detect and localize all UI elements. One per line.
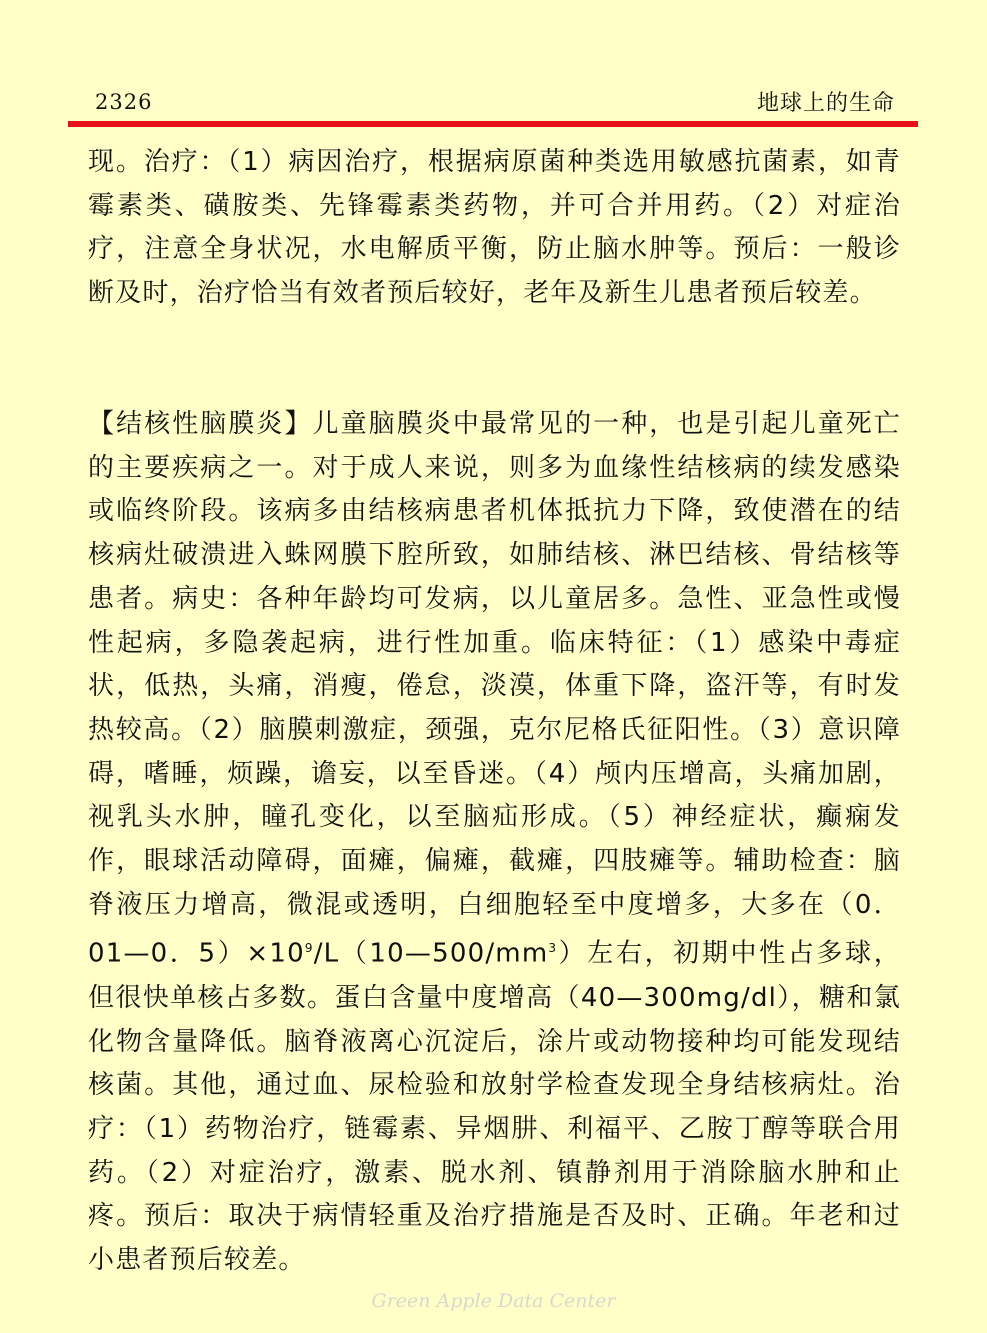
paragraph-text-part: 儿童脑膜炎中最常见的一种，也是引起儿童死亡的主要疾病之一。对于成人来说，则多为血缘性结核病的续发感染或临终阶段。该病多由结核病患者机体抵抗力下降，致使潜在的结核病灶破溃进入蛛网膜下腔所致，如肺结核、淋巴结核、骨结核等患者。病史：各种年龄均可发病，以儿童居多。急性、亚急性或慢性起病，多隐袭起病，进行性加重。临床特征：（1）感染中毒症状，低热，头痛，消瘦，倦怠，淡漠，体重下降，盗汗等，有时发热较高。（2）脑膜刺激症，颈强，克尔尼格氏征阳性。（3）意识障碍，嗜睡，烦躁，谵妄，以至昏迷。（4）颅内压增高，头痛加剧，视乳头水肿，瞳孔变化，以至脑疝形成。（5）神经症状，癫痫发作，眼球活动障碍，面瘫，偏瘫，截瘫，四肢瘫等。辅助检查：脑脊液压力增高，微混或透明，白细胞轻至中度增多，大多在（0．01—0．5）×10 (88, 409, 901, 970)
page-number: 2326 (95, 90, 153, 114)
superscript-exponent: 3 (548, 941, 558, 956)
header-rule (68, 121, 918, 127)
paragraph-treatment-prognosis: 现。治疗：（1）病因治疗，根据病原菌种类选用敏感抗菌素，如青霉素类、磺胺类、先锋霉素类药物，并可合并用药。（2）对症治疗，注意全身状况，水电解质平衡，防止脑水肿等。预后：一般诊断及时，治疗恰当有效者预后较好，老年及新生儿患者预后较差。 (88, 147, 901, 309)
paragraph-tuberculous-meningitis (88, 403, 901, 1283)
running-title: 地球上的生命 (756, 91, 895, 116)
superscript-exponent: 9 (304, 941, 314, 956)
entry-term: 【结核性脑膜炎】 (88, 409, 313, 439)
paragraph-text-part: /L（10—500/mm (313, 939, 549, 970)
watermark: Green Apple Data Center (371, 1290, 616, 1312)
paragraph-text-part: ）左右，初期中性占多球，但很快单核占多数。蛋白含量中度增高（40—300mg/dl），糖和氯化物含量降低。脑脊液离心沉淀后，涂片或动物接种均可能发现结核菌。其他，通过血、尿检验和放射学检查发现全身结核病灶。治疗：（1）药物治疗，链霉素、异烟肼、利福平、乙胺丁醇等联合用药。（2）对症治疗，激素、脱水剂、镇静剂用于消除脑水肿和止疼。预后：取决于病情轻重及治疗措施是否及时、正确。年老和过小患者预后较差。 (88, 939, 901, 1276)
